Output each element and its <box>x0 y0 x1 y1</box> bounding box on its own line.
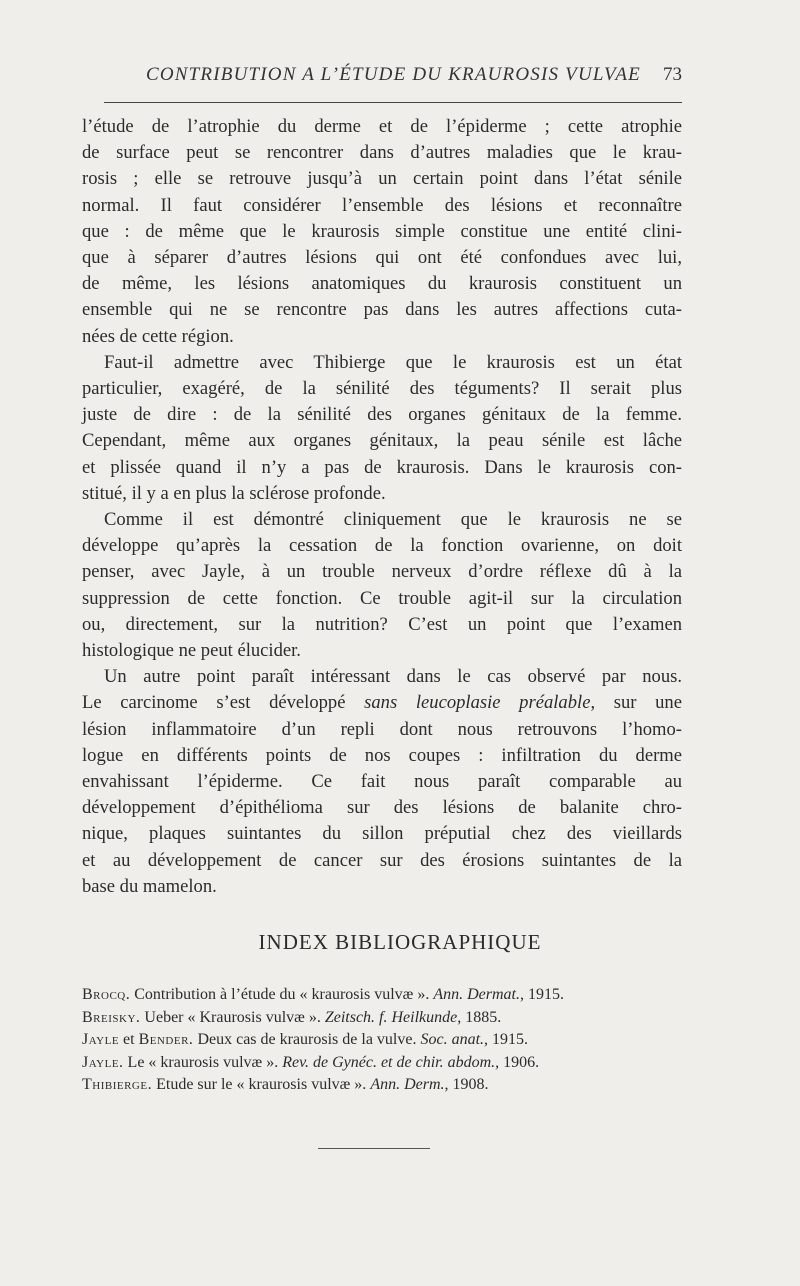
bibliography-entry <box>82 1029 692 1052</box>
bib-author: Brocq. <box>82 986 131 1003</box>
bib-author: Thibierge. <box>82 1076 153 1093</box>
end-rule <box>318 1148 430 1149</box>
text-line: développe qu’après la cessation de la fonction ovarienne, on doit <box>82 535 682 557</box>
text-line: lésion inflammatoire d’un repli dont nous retrouvons l’homo- <box>82 718 682 740</box>
text-line: et au développement de cancer sur des érosions suintantes de la <box>82 849 682 871</box>
text-line: ensemble qui ne se rencontre pas dans les autres affections cuta- <box>82 299 682 321</box>
running-title: CONTRIBUTION A L’ÉTUDE DU KRAUROSIS VULVAE <box>146 64 641 85</box>
text-line: logue en différents points de nos coupes : infiltration du derme <box>82 744 682 766</box>
bib-tail: , 1915. <box>484 1031 529 1048</box>
text-line: histologique ne peut élucider. <box>82 640 301 662</box>
text-line: base du mamelon. <box>82 875 217 897</box>
header-rule <box>104 102 682 103</box>
bib-connector: et <box>119 1031 139 1048</box>
text-segment: Le carcinome s’est développé <box>82 692 346 714</box>
text-line: ou, directement, sur la nutrition? C’est un point que l’examen <box>82 613 682 635</box>
text-line: Comme il est démontré cliniquement que le kraurosis ne se <box>104 509 682 531</box>
bibliography-list <box>82 984 692 1097</box>
bib-text: Deux cas de kraurosis de la vulve. <box>193 1031 421 1048</box>
bib-journal: Zeitsch. f. Heilkunde <box>324 1008 458 1026</box>
text-line: envahissant l’épiderme. Ce fait nous paraît comparable au <box>82 771 682 793</box>
bib-tail: , 1885. <box>457 1008 502 1026</box>
bib-text: Contribution à l’étude du « kraurosis vulvæ ». <box>130 986 434 1003</box>
text-line: juste de dire : de la sénilité des organes génitaux de la femme. <box>82 404 682 426</box>
text-line: que : de même que le kraurosis simple constitue une entité clini- <box>82 220 682 242</box>
bibliography-entry <box>82 1007 692 1030</box>
text-line: normal. Il faut considérer l’ensemble des lésions et reconnaître <box>82 194 682 216</box>
bib-journal: Rev. de Gynéc. et de chir. abdom. <box>282 1053 496 1071</box>
body-text <box>82 114 682 900</box>
index-title: INDEX BIBLIOGRAPHIQUE <box>258 930 542 954</box>
text-line: nées de cette région. <box>82 325 234 347</box>
bib-author: Jayle. <box>82 1053 124 1071</box>
text-line: Faut-il admettre avec Thibierge que le kraurosis est un état <box>104 351 682 373</box>
bib-author: Breisky. <box>82 1008 141 1026</box>
bibliography-entry <box>82 984 692 1007</box>
bib-text: Ueber « Kraurosis vulvæ ». <box>140 1008 325 1026</box>
bib-tail: , 1908. <box>444 1076 489 1093</box>
text-line: Cependant, même aux organes génitaux, la peau sénile est lâche <box>82 430 682 452</box>
bib-journal: Ann. Dermat. <box>433 986 520 1003</box>
text-line: particulier, exagéré, de la sénilité des téguments? Il serait plus <box>82 378 682 400</box>
page-number: 73 <box>663 64 682 85</box>
text-line: que à séparer d’autres lésions qui ont été confondues avec lui, <box>82 247 682 269</box>
running-head <box>82 64 682 92</box>
text-line-mixed <box>82 690 682 716</box>
italic-phrase: sans leucoplasie préalable <box>364 692 591 714</box>
bib-journal: Soc. anat. <box>420 1031 485 1048</box>
text-line: l’étude de l’atrophie du derme et de l’épiderme ; cette atrophie <box>82 116 682 137</box>
text-line: rosis ; elle se retrouve jusqu’à un certain point dans l’état sénile <box>82 168 682 190</box>
bib-text: Etude sur le « kraurosis vulvæ ». <box>152 1076 371 1093</box>
text-line: développement d’épithélioma sur des lésions de balanite chro- <box>82 797 682 819</box>
text-line: Un autre point paraît intéressant dans le cas observé par nous. <box>104 666 682 688</box>
bib-author: Bender. <box>138 1031 194 1048</box>
text-line: suppression de cette fonction. Ce trouble agit-il sur la circulation <box>82 587 682 609</box>
text-line: de même, les lésions anatomiques du kraurosis constituent un <box>82 273 682 295</box>
text-line: penser, avec Jayle, à un trouble nerveux d’ordre réflexe dû à la <box>82 561 682 583</box>
bib-tail: , 1906. <box>495 1053 540 1071</box>
bib-journal: Ann. Derm. <box>370 1076 445 1093</box>
text-line: de surface peut se rencontrer dans d’autres maladies que le krau- <box>82 142 682 164</box>
text-line: et plissée quand il n’y a pas de kraurosis. Dans le kraurosis con- <box>82 456 682 478</box>
bib-tail: , 1915. <box>519 986 564 1003</box>
bibliography-entry <box>82 1052 692 1075</box>
text-line: nique, plaques suintantes du sillon préputial chez des vieillards <box>82 823 682 845</box>
bibliography-entry <box>82 1074 692 1097</box>
text-segment: , sur une <box>590 692 682 714</box>
bib-text: Le « kraurosis vulvæ ». <box>123 1053 283 1071</box>
text-line: stitué, il y a en plus la sclérose profonde. <box>82 482 386 504</box>
bib-author: Jayle <box>82 1031 120 1048</box>
